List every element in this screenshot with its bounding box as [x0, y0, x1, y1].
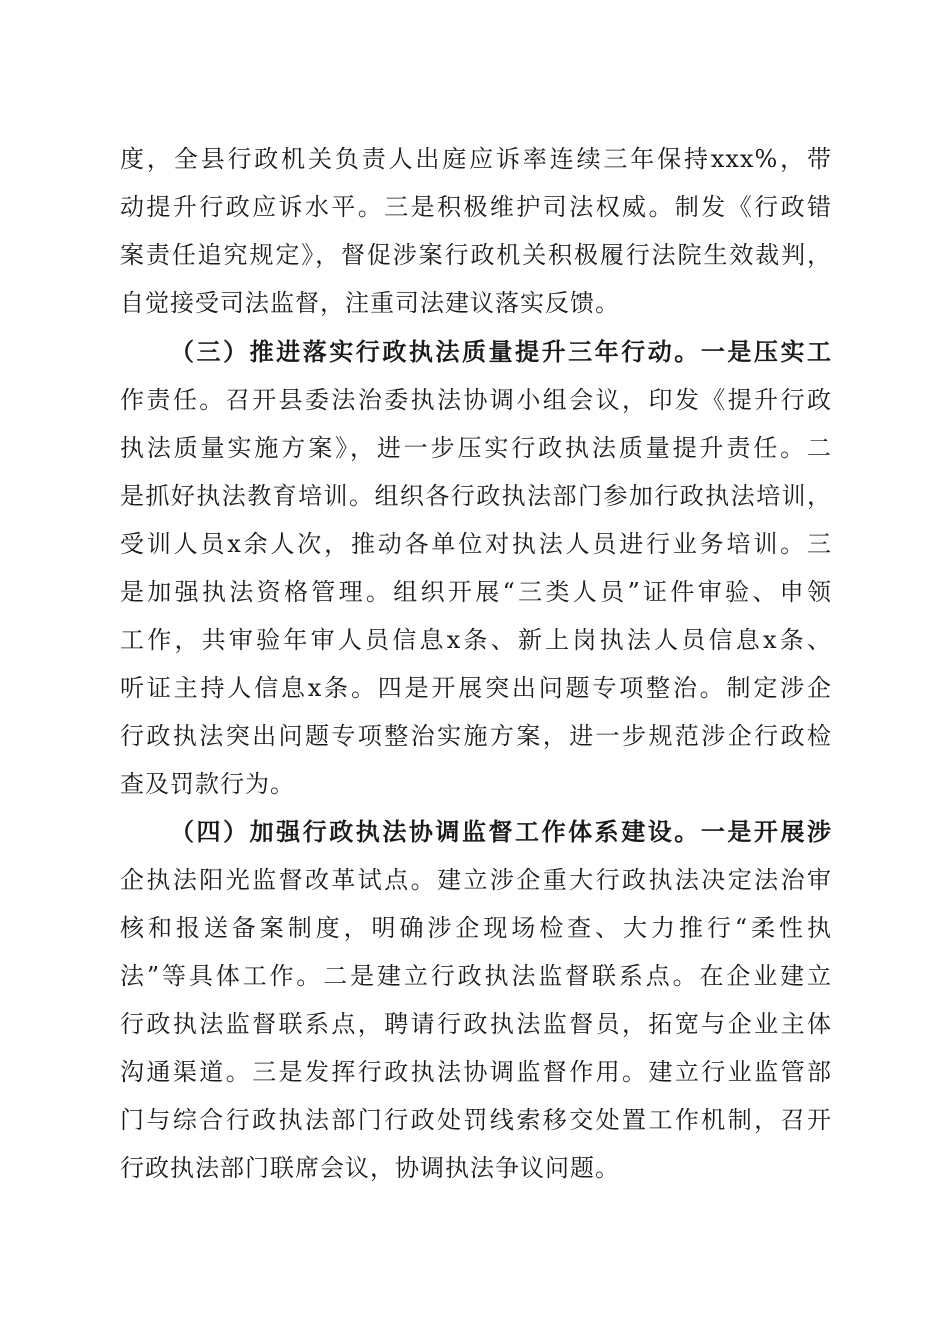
text-line: 行政执法监督联系点，聘请行政执法监督员，拓宽与企业主体 [120, 1010, 832, 1038]
text-line: 行政执法突出问题专项整治实施方案，进一步规范涉企行政检 [120, 722, 832, 750]
text-line: 门与综合行政执法部门行政处罚线索移交处置工作机制，召开 [120, 1106, 832, 1134]
text-line: 是抓好执法教育培训。组织各行政执法部门参加行政执法培训， [120, 482, 832, 510]
section-heading-three: （三）推进落实行政执法质量提升三年行动。一是压实工 [170, 337, 832, 366]
text-line: 案责任追究规定》，督促涉案行政机关积极履行法院生效裁判， [120, 241, 832, 269]
text-line: 是加强执法资格管理。组织开展“三类人员”证件审验、申领 [120, 578, 832, 606]
text-line: 工作，共审验年审人员信息x条、新上岗执法人员信息x条、 [120, 626, 832, 654]
text-line: 行政执法部门联席会议，协调执法争议问题。 [120, 1154, 620, 1182]
text-line: 法”等具体工作。二是建立行政执法监督联系点。在企业建立 [120, 962, 832, 990]
text-line: 度，全县行政机关负责人出庭应诉率连续三年保持xxx%，带 [120, 145, 832, 173]
text-line: 作责任。召开县委法治委执法协调小组会议，印发《提升行政 [120, 386, 832, 414]
section-heading-four: （四）加强行政执法协调监督工作体系建设。一是开展涉 [170, 817, 832, 846]
text-line: 动提升行政应诉水平。三是积极维护司法权威。制发《行政错 [120, 193, 832, 221]
text-line: 自觉接受司法监督，注重司法建议落实反馈。 [120, 289, 620, 317]
text-line: 查及罚款行为。 [120, 770, 295, 798]
text-line: 沟通渠道。三是发挥行政执法协调监督作用。建立行业监管部 [120, 1058, 832, 1086]
text-line: 核和报送备案制度，明确涉企现场检查、大力推行“柔性执 [120, 914, 832, 942]
text-line: 听证主持人信息x条。四是开展突出问题专项整治。制定涉企 [120, 674, 832, 702]
text-line: 企执法阳光监督改革试点。建立涉企重大行政执法决定法治审 [120, 866, 832, 894]
text-line: 受训人员x余人次，推动各单位对执法人员进行业务培训。三 [120, 530, 832, 558]
text-line: 执法质量实施方案》，进一步压实行政执法质量提升责任。二 [120, 434, 832, 462]
